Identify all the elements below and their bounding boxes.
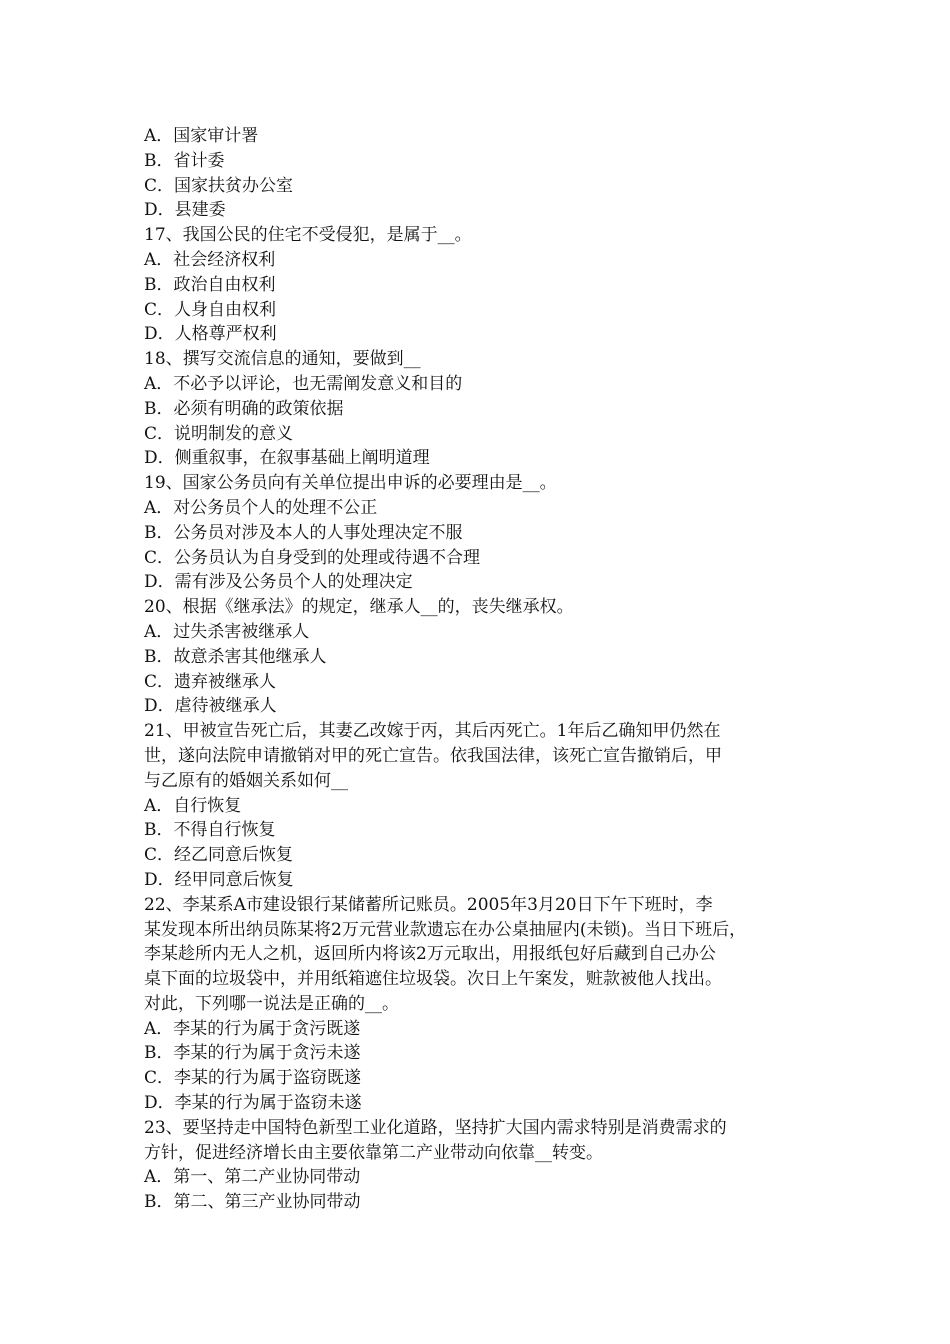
question-23-line-2: 方针，促进经济增长由主要依靠第二产业带动向依靠__转变。: [144, 1142, 603, 1163]
option-c-18: C．说明制发的意义: [144, 423, 294, 444]
question-22-line-3: 李某趁所内无人之机，返回所内将该2万元取出，用报纸包好后藏到自己办公: [144, 944, 716, 965]
question-22-line-1: 22、李某系A市建设银行某储蓄所记账员。2005年3月20日下午下班时，李: [144, 894, 713, 915]
question-17: 17、我国公民的住宅不受侵犯，是属于__。: [144, 225, 472, 246]
option-a-18: A．不必予以评论，也无需阐发意义和目的: [144, 373, 463, 394]
option-a-21: A．自行恢复: [144, 795, 242, 816]
option-b-16: B．省计委: [144, 150, 225, 171]
option-b-21: B．不得自行恢复: [144, 820, 276, 841]
option-d-20: D．虐待被继承人: [144, 696, 277, 717]
question-21-line-2: 世，遂向法院申请撤销对甲的死亡宣告。依我国法律，该死亡宣告撤销后，甲: [144, 745, 722, 766]
question-22-line-4: 桌下面的垃圾袋中，并用纸箱遮住垃圾袋。次日上午案发，赃款被他人找出。: [144, 969, 722, 990]
option-b-19: B．公务员对涉及本人的人事处理决定不服: [144, 522, 463, 543]
option-d-17: D．人格尊严权利: [144, 324, 277, 345]
option-a-22: A．李某的行为属于贪污既遂: [144, 1018, 361, 1039]
question-19: 19、国家公务员向有关单位提出申诉的必要理由是__。: [144, 473, 557, 494]
option-a-17: A．社会经济权利: [144, 249, 276, 270]
option-a-16: A．国家审计署: [144, 126, 259, 146]
option-d-16: D．县建委: [144, 200, 226, 221]
option-a-20: A．过失杀害被继承人: [144, 621, 310, 642]
option-b-23: B．第二、第三产业协同带动: [144, 1192, 361, 1213]
option-b-18: B．必须有明确的政策依据: [144, 398, 344, 419]
option-b-17: B．政治自由权利: [144, 274, 276, 295]
option-b-22: B．李某的行为属于贪污未遂: [144, 1043, 361, 1064]
option-d-19: D．需有涉及公务员个人的处理决定: [144, 572, 413, 593]
option-a-23: A．第一、第二产业协同带动: [144, 1167, 361, 1188]
question-23-line-1: 23、要坚持走中国特色新型工业化道路，坚持扩大国内需求特别是消费需求的: [144, 1117, 727, 1138]
option-c-19: C．公务员认为自身受到的处理或待遇不合理: [144, 547, 481, 568]
option-c-17: C．人身自由权利: [144, 299, 277, 320]
option-a-19: A．对公务员个人的处理不公正: [144, 497, 378, 518]
option-b-20: B．故意杀害其他继承人: [144, 646, 327, 667]
question-18: 18、撰写交流信息的通知，要做到__: [144, 349, 421, 370]
question-21-line-3: 与乙原有的婚姻关系如何__: [144, 770, 348, 791]
document-page: [144, 124, 820, 1215]
option-c-21: C．经乙同意后恢复: [144, 845, 294, 866]
option-c-20: C．遗弃被继承人: [144, 671, 277, 692]
option-d-21: D．经甲同意后恢复: [144, 869, 294, 890]
question-21-line-1: 21、甲被宣告死亡后，其妻乙改嫁于丙，其后丙死亡。1年后乙确知甲仍然在: [144, 721, 721, 742]
question-20: 20、根据《继承法》的规定，继承人__的，丧失继承权。: [144, 597, 574, 618]
option-c-16: C．国家扶贫办公室: [144, 175, 294, 196]
option-c-22: C．李某的行为属于盗窃既遂: [144, 1068, 362, 1089]
question-22-line-5: 对此，下列哪一说法是正确的__。: [144, 993, 399, 1014]
option-d-18: D．侧重叙事，在叙事基础上阐明道理: [144, 448, 430, 469]
question-22-line-2: 某发现本所出纳员陈某将2万元营业款遗忘在办公桌抽屉内(未锁)。当日下班后，: [144, 919, 747, 940]
option-d-22: D．李某的行为属于盗窃未遂: [144, 1093, 362, 1114]
